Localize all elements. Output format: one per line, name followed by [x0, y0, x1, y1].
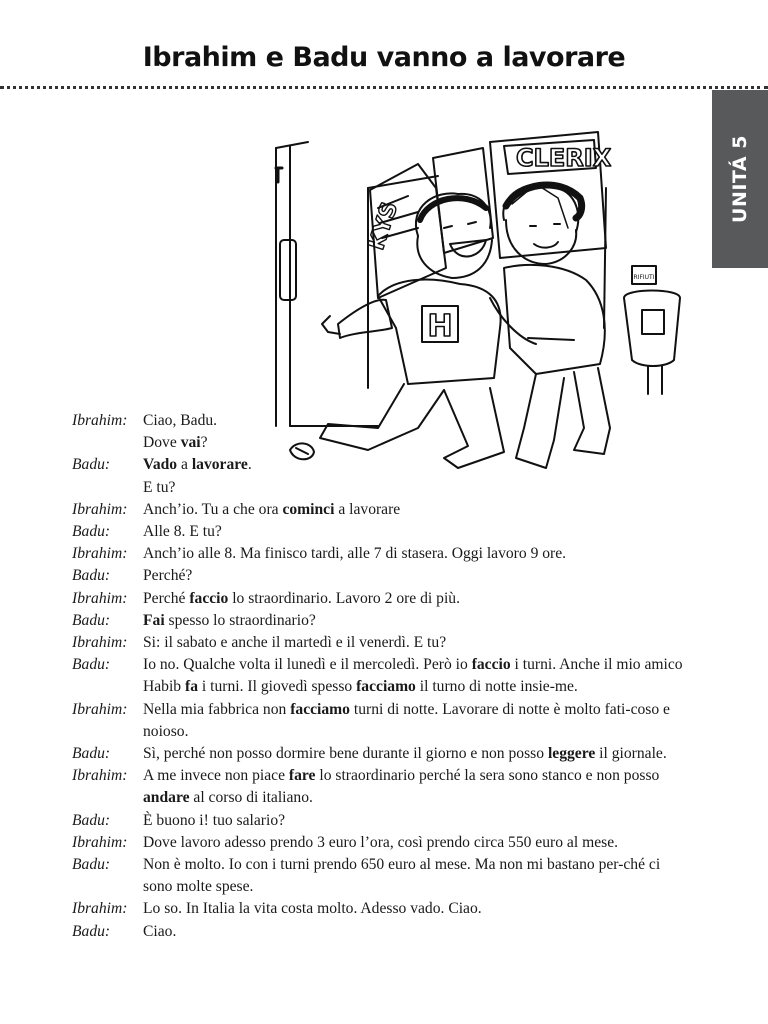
speech-segment: Perché? [143, 567, 193, 585]
speech-text [143, 432, 693, 454]
speaker-name: Badu: [72, 567, 111, 585]
verb-highlight: fa [185, 678, 199, 696]
dialogue-line [0, 898, 712, 920]
speech-segment: turni di notte. Lavorare di notte è molto fati-coso e noioso. [143, 700, 670, 740]
speech-segment: il giornale. [595, 745, 667, 763]
unit-tab [712, 90, 768, 268]
speaker-name: Ibrahim: [72, 545, 128, 563]
speech-segment: Dove [143, 434, 181, 452]
dialogue-line [0, 654, 712, 698]
speaker-name: Ibrahim: [72, 412, 128, 429]
speech-segment: i turni. Il giovedì spesso [198, 678, 357, 696]
dialogue-line [0, 521, 712, 543]
verb-highlight: facciamo [290, 700, 350, 718]
speech-segment: il turno di notte insie-me. [415, 678, 578, 696]
speech-segment: . [247, 456, 252, 474]
speech-text [143, 499, 693, 521]
speaker-name: Ibrahim: [72, 767, 128, 785]
speech-text [143, 454, 693, 476]
poster-left-text: KYS [364, 199, 404, 254]
dialogue-line [0, 543, 712, 565]
speech-segment: Ciao, Badu. [143, 412, 218, 429]
dialogue-line [0, 432, 712, 454]
speech-segment: A me invece non piace [143, 767, 289, 785]
speech-segment: Anch’io alle 8. Ma finisco tardi, alle 7 di stasera. Oggi lavoro 9 ore. [143, 545, 567, 563]
speaker-name: Badu: [72, 745, 111, 763]
verb-highlight: andare [143, 789, 190, 807]
speech-text [143, 810, 693, 832]
speech-segment: Alle 8. E tu? [143, 523, 222, 541]
speech-text [143, 632, 693, 654]
dialogue-line [0, 632, 712, 654]
verb-highlight: faccio [471, 656, 511, 674]
speech-segment: Perché [143, 589, 190, 607]
speaker-name: Badu: [72, 611, 111, 629]
speech-segment: lo straordinario. Lavoro 2 ore di più. [228, 589, 460, 607]
verb-highlight: vai [180, 434, 201, 452]
speech-text [143, 543, 693, 565]
speech-text [143, 654, 693, 698]
speech-segment: È buono i! tuo salario? [143, 811, 286, 829]
speech-text [143, 610, 693, 632]
verb-highlight: faccio [189, 589, 229, 607]
verb-highlight: fare [288, 767, 316, 785]
dialogue-line [0, 743, 712, 765]
speech-segment: Dove lavoro adesso prendo 3 euro l’ora, così prendo circa 550 euro al mese. [143, 833, 619, 851]
dialogue-line [0, 832, 712, 854]
trash-bin [624, 266, 680, 394]
dialogue [0, 410, 712, 943]
unit-tab-label: UNITÁ 5 [729, 135, 751, 223]
speech-segment: i turni. Anche il mio amico Habib [143, 656, 683, 696]
dialogue-line [0, 810, 712, 832]
dialogue-line [0, 410, 712, 432]
speaker-name: Badu: [72, 811, 111, 829]
verb-highlight: lavorare [191, 456, 248, 474]
dialogue-line [0, 921, 712, 943]
speech-text [143, 832, 693, 854]
speech-segment: Si: il sabato e anche il martedì e il venerdì. E tu? [143, 634, 447, 652]
verb-highlight: Fai [143, 611, 165, 629]
verb-highlight: facciamo [356, 678, 416, 696]
speaker-name: Ibrahim: [72, 833, 128, 851]
bin-label: RIFIUTI [633, 274, 655, 281]
speech-text [143, 588, 693, 610]
speech-segment: Non è molto. Io con i turni prendo 650 euro al mese. Ma non mi bastano per-ché ci sono molte spese. [143, 856, 661, 896]
speech-segment: a [177, 456, 192, 474]
speaker-name: Ibrahim: [72, 589, 128, 607]
speaker-name: Badu: [72, 456, 111, 474]
speech-segment: Sì, perché non posso dormire bene durante il giorno e non posso [143, 745, 548, 763]
speech-segment: Lo so. In Italia la vita costa molto. Adesso vado. Ciao. [143, 900, 482, 918]
verb-highlight: leggere [547, 745, 596, 763]
speech-segment: E tu? [143, 478, 176, 496]
dialogue-line [0, 854, 712, 898]
verb-highlight: cominci [282, 500, 335, 518]
dialogue-line [0, 477, 712, 499]
speaker-name: Ibrahim: [72, 900, 128, 918]
dialogue-line [0, 565, 712, 587]
speech-text [143, 921, 693, 943]
speech-text [143, 699, 693, 743]
speaker-name: Badu: [72, 523, 111, 541]
speaker-name: Badu: [72, 656, 111, 674]
dialogue-line [0, 454, 712, 476]
speech-text [143, 477, 693, 499]
speech-text [143, 765, 693, 809]
speech-segment: ? [200, 434, 208, 452]
speech-segment: al corso di italiano. [189, 789, 313, 807]
speaker-name: Badu: [72, 856, 111, 874]
speech-segment: lo straordinario perché la sera sono stanco e non posso [315, 767, 660, 785]
dialogue-line [0, 499, 712, 521]
speaker-name: Ibrahim: [72, 634, 128, 652]
door-frame [276, 142, 378, 426]
speech-segment: a lavorare [334, 500, 401, 518]
dialogue-line [0, 699, 712, 743]
shirt-letter: H [427, 309, 453, 344]
speech-text [143, 565, 693, 587]
poster-right-text: CLERIX [516, 144, 612, 172]
page-title: Ibrahim e Badu vanno a lavorare [142, 42, 626, 73]
speaker-name: Ibrahim: [72, 700, 128, 718]
speech-segment: Ciao. [143, 922, 177, 940]
speech-text [143, 521, 693, 543]
speech-text [143, 854, 693, 898]
speech-segment: Anch’io. Tu a che ora [143, 500, 283, 518]
dotted-divider [0, 86, 768, 89]
speaker-name: Badu: [72, 922, 111, 940]
dialogue-line [0, 765, 712, 809]
speech-segment: Nella mia fabbrica non [143, 700, 291, 718]
speech-text [143, 410, 693, 432]
verb-highlight: Vado [143, 456, 178, 474]
speech-text [143, 898, 693, 920]
speaker-name: Ibrahim: [72, 500, 128, 518]
speech-segment: Io no. Qualche volta il lunedì e il mercoledì. Però io [143, 656, 472, 674]
dialogue-line [0, 610, 712, 632]
speech-text [143, 743, 693, 765]
dialogue-line [0, 588, 712, 610]
speech-segment: spesso lo straordinario? [164, 611, 316, 629]
